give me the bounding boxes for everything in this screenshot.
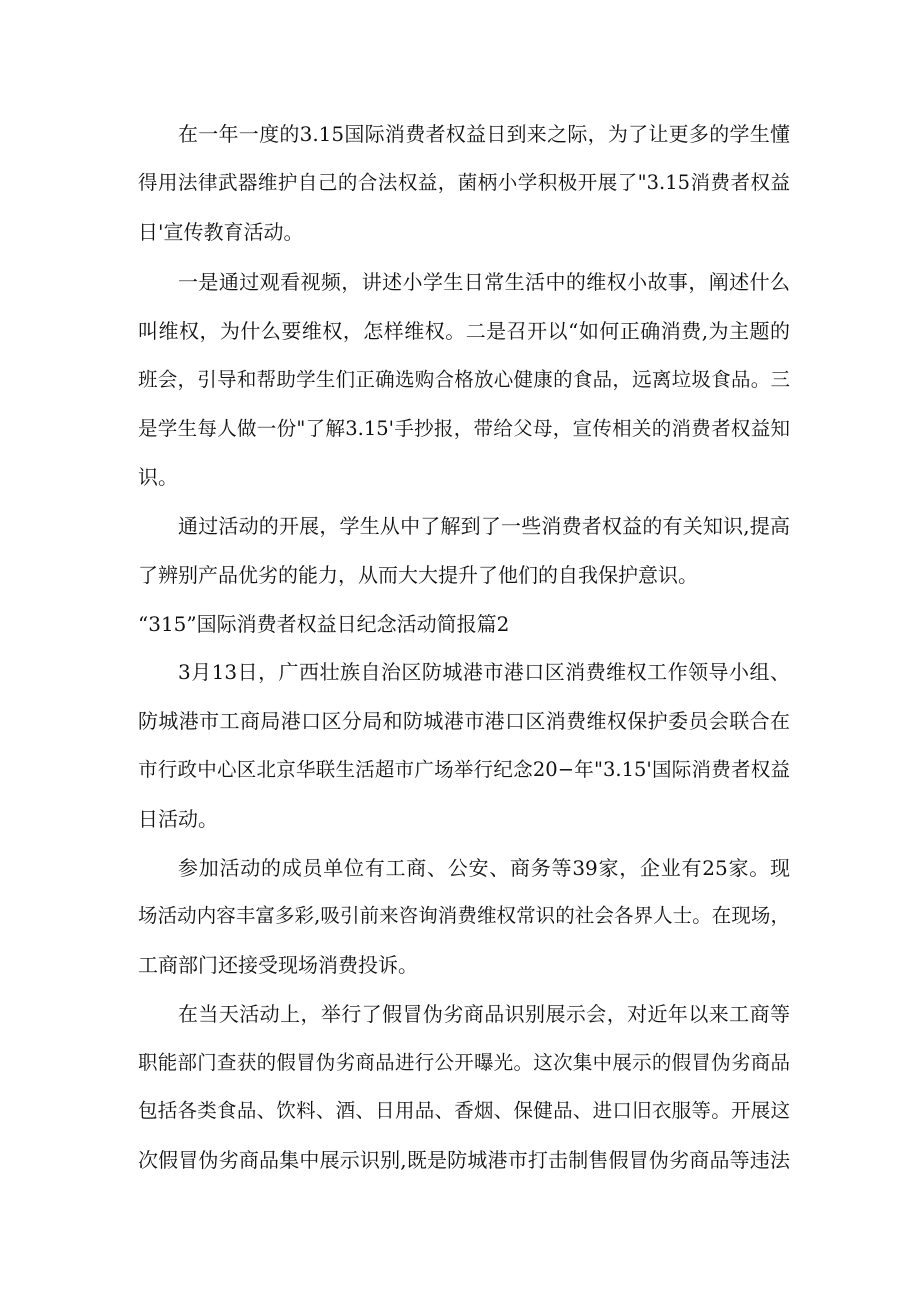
paragraph-6-line-2: 职能部门查获的假冒伪劣商品进行公开曝光。这次集中展示的假冒伪劣商品 — [138, 1051, 790, 1074]
paragraph-2-line-4: 是学生每人做一份"了解3.15'手抄报，带给父母，宣传相关的消费者权益知 — [138, 417, 790, 440]
paragraph-6-line-3: 包括各类食品、饮料、酒、日用品、香烟、保健品、进口旧衣服等。开展这 — [138, 1099, 790, 1122]
paragraph-6-line-1: 在当天活动上，举行了假冒伪劣商品识别展示会，对近年以来工商等 — [178, 1002, 790, 1026]
paragraph-5-line-1: 参加活动的成员单位有工商、公安、商务等39家，企业有25家。现 — [178, 856, 790, 880]
paragraph-6-line-4: 次假冒伪劣商品集中展示识别,既是防城港市打击制售假冒伪劣商品等违法 — [138, 1148, 790, 1172]
paragraph-1-line-1: 在一年一度的3.15国际消费者权益日到来之际，为了让更多的学生懂 — [178, 122, 790, 146]
paragraph-1-line-3: 日'宣传教育活动。 — [138, 220, 304, 244]
section-heading: “315”国际消费者权益日纪念活动简报篇2 — [138, 612, 510, 636]
paragraph-3-line-1: 通过活动的开展，学生从中了解到了一些消费者权益的有关知识,提高 — [178, 514, 790, 538]
paragraph-2-line-3: 班会，引导和帮助学生们正确选购合格放心健康的食品，远离垃圾食品。三 — [138, 368, 790, 391]
paragraph-4-line-4: 日活动。 — [138, 807, 218, 831]
paragraph-5-line-3: 工商部门还接受现场消费投诉。 — [138, 953, 418, 977]
paragraph-1-line-2: 得用法律武器维护自己的合法权益，菌柄小学积极开展了"3.15消费者权益 — [138, 171, 790, 194]
paragraph-3-line-2: 了辨别产品优劣的能力，从而大大提升了他们的自我保护意识。 — [138, 563, 698, 587]
paragraph-4-line-3: 市行政中心区北京华联生活超市广场举行纪念20−年"3.15'国际消费者权益 — [138, 758, 790, 781]
paragraph-2-line-1: 一是通过观看视频，讲述小学生日常生活中的维权小故事，阐述什么 — [178, 270, 790, 294]
paragraph-5-line-2: 场活动内容丰富多彩,吸引前来咨询消费维权常识的社会各界人士。在现场， — [138, 904, 790, 927]
paragraph-2-line-5: 识。 — [138, 465, 178, 489]
paragraph-2-line-2: 叫维权，为什么要维权，怎样维权。二是召开以“如何正确消费,为主题的 — [138, 319, 790, 343]
paragraph-4-line-1: 3月13日，广西壮族自治区防城港市港口区消费维权工作领导小组、 — [178, 660, 790, 684]
paragraph-4-line-2: 防城港市工商局港口区分局和防城港市港口区消费维权保护委员会联合在 — [138, 709, 790, 733]
